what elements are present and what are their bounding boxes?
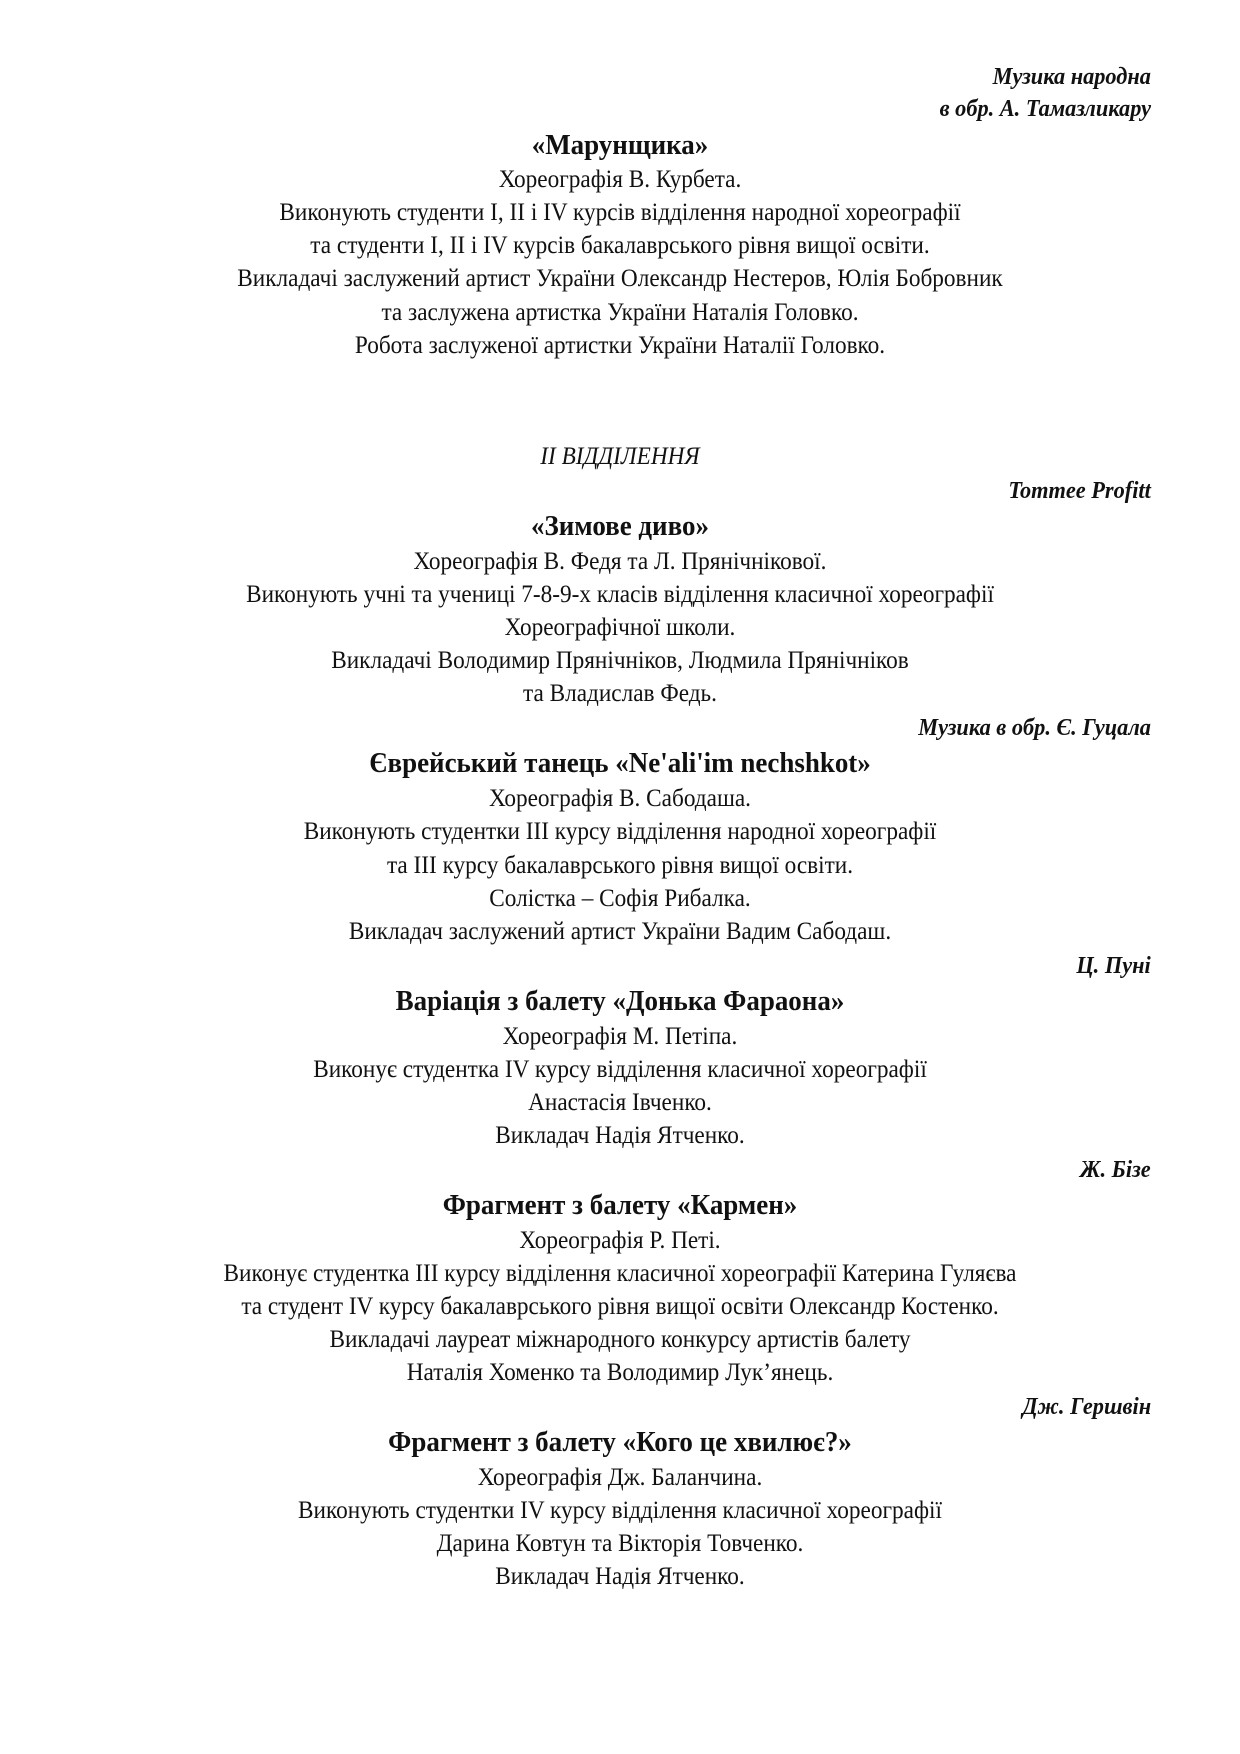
piece-line: Хореографія В. Курбета. <box>498 166 742 193</box>
piece-title: Єврейський танець «Ne'ali'im nechshkot» <box>369 747 871 779</box>
music-credit: Tommee Profitt <box>1008 478 1151 504</box>
piece-line: Виконує студентка III курсу відділення класичної хореографії Катерина Гуляєва <box>223 1260 1017 1287</box>
piece-line: та III курсу бакалаврського рівня вищої освіти. <box>386 852 854 879</box>
music-credit: в обр. А. Тамазликару <box>939 96 1151 122</box>
piece-title: «Марунщика» <box>531 129 709 161</box>
piece-line: Хореографія В. Сабодаша. <box>489 785 751 812</box>
piece-line: Хореографія Р. Петі. <box>519 1227 721 1254</box>
piece-line: Дарина Ковтун та Вікторія Товченко. <box>436 1530 804 1557</box>
piece-line: Хореографія Дж. Баланчина. <box>477 1464 763 1491</box>
music-credit: Музика в обр. Є. Гуцала <box>918 715 1151 741</box>
piece-line: Хореографічної школи. <box>504 614 736 641</box>
piece-line: Виконують студентки IV курсу відділення класичної хореографії <box>298 1497 942 1524</box>
piece-line: та студент IV курсу бакалаврського рівня вищої освіти Олександр Костенко. <box>241 1293 999 1320</box>
piece-line: Викладач Надія Ятченко. <box>495 1563 745 1590</box>
piece-line: Хореографія М. Петіпа. <box>502 1023 738 1050</box>
music-credit: Ц. Пуні <box>1076 953 1151 979</box>
piece-line: Виконують учні та учениці 7-8-9-х класів відділення класичної хореографії <box>246 581 994 608</box>
piece-line: Викладач Надія Ятченко. <box>495 1122 745 1149</box>
piece-title: Варіація з балету «Донька Фараона» <box>395 985 845 1017</box>
piece-line: Анастасія Івченко. <box>528 1089 712 1116</box>
piece-line: Викладачі лауреат міжнародного конкурсу артистів балету <box>329 1326 911 1353</box>
piece-title: Фрагмент з балету «Кого це хвилює?» <box>388 1426 852 1458</box>
piece-title: Фрагмент з балету «Кармен» <box>442 1189 798 1221</box>
piece-line: Хореографія В. Федя та Л. Прянічнікової. <box>413 548 827 575</box>
piece-line: Виконують студентки III курсу відділення народної хореографії <box>303 818 937 845</box>
piece-line: та студенти I, II і IV курсів бакалаврського рівня вищої освіти. <box>310 232 930 259</box>
piece-line: Викладач заслужений артист України Вадим Сабодаш. <box>348 918 892 945</box>
piece-title: «Зимове диво» <box>531 510 709 542</box>
piece-line: Робота заслуженої артистки України Наталії Головко. <box>354 332 886 359</box>
music-credit: Ж. Бізе <box>1080 1157 1151 1183</box>
piece-line: Виконує студентка IV курсу відділення класичної хореографії <box>313 1056 927 1083</box>
piece-line: Викладачі Володимир Прянічніков, Людмила Прянічніков <box>331 647 909 674</box>
piece-line: Виконують студенти I, II і IV курсів відділення народної хореографії <box>279 199 961 226</box>
piece-line: Солістка – Софія Рибалка. <box>489 885 751 912</box>
section-heading: II ВІДДІЛЕННЯ <box>540 443 700 470</box>
piece-line: Викладачі заслужений артист України Олександр Нестеров, Юлія Бобровник <box>237 265 1003 292</box>
piece-line: та заслужена артистка України Наталія Головко. <box>381 299 859 326</box>
piece-line: Наталія Хоменко та Володимир Лук’янець. <box>406 1359 834 1386</box>
music-credit: Музика народна <box>992 64 1151 90</box>
music-credit: Дж. Гершвін <box>1022 1394 1151 1420</box>
piece-line: та Владислав Федь. <box>523 680 717 707</box>
